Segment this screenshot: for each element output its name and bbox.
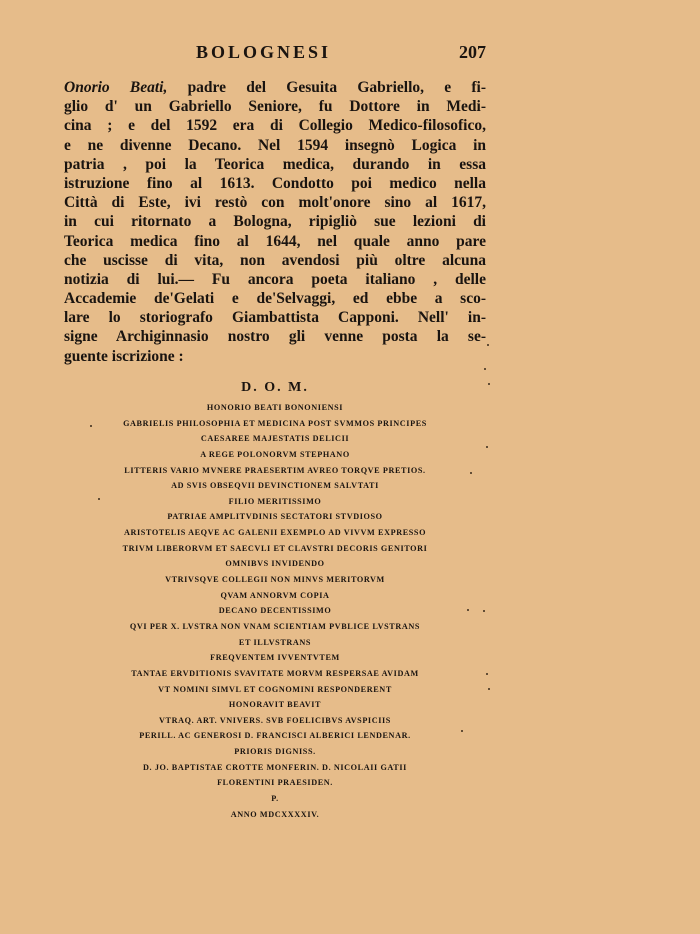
inscription-line: LITTERIS VARIO MVNERE PRAESERTIM AVREO TORQVE PRETIOS.: [124, 465, 426, 475]
inscription-line: FILIO MERITISSIMO: [228, 496, 322, 506]
page-number: 207: [459, 42, 486, 62]
inscription-line: FLORENTINI PRAESIDEN.: [217, 778, 333, 788]
inscription-line: PERILL. AC GENEROSI D. FRANCISCI ALBERICI LENDENAR.: [139, 731, 411, 741]
scan-speck: [461, 730, 463, 732]
body-line: signe Archiginnasio nostro gli venne posta la se-: [64, 328, 486, 346]
inscription-line: PATRIAE AMPLITVDINIS SECTATORI STVDIOSO: [167, 512, 383, 522]
inscription-line: A REGE POLONORVM STEPHANO: [200, 449, 350, 459]
body-line: [64, 78, 486, 97]
inscription-line: TANTAE ERVDITIONIS SVAVITATE MORVM RESPERSAE AVIDAM: [131, 668, 419, 678]
running-title: BOLOGNESI: [196, 42, 332, 62]
scan-speck: [90, 425, 92, 427]
scan-speck: [488, 688, 490, 690]
inscription-line: D. JO. BAPTISTAE CROTTE MONFERIN. D. NICOLAII GATII: [143, 762, 407, 772]
body-line: istruzione fino al 1613. Condotto poi medico nella: [64, 174, 486, 192]
inscription-line: AD SVIS OBSEQVII DEVINCTIONEM SALVTATI: [171, 481, 379, 491]
scan-speck: [483, 610, 485, 612]
scan-speck: [488, 383, 490, 385]
inscription-line: QVAM ANNORVM COPIA: [220, 590, 330, 600]
inscription-line: DECANO DECENTISSIMO: [218, 606, 332, 616]
inscription: [64, 376, 486, 822]
scan-speck: [467, 609, 469, 611]
inscription-heading: D. O. M.: [241, 380, 309, 395]
scan-speck: [486, 673, 488, 675]
running-head: [64, 42, 486, 68]
body-line: patria , poi la Teorica medica, durando in essa: [64, 155, 486, 173]
scan-speck: [486, 446, 488, 448]
body-line: notizia di lui.— Fu ancora poeta italiano , delle: [64, 270, 486, 288]
inscription-line: PRIORIS DIGNISS.: [234, 747, 316, 757]
body-line: e ne divenne Decano. Nel 1594 insegnò Logica in: [64, 136, 486, 154]
inscription-line: ARISTOTELIS AEQVE AC GALENII EXEMPLO AD VIVVM EXPRESSO: [123, 528, 427, 538]
inscription-line: HONORAVIT BEAVIT: [228, 700, 322, 710]
inscription-line: OMNIBVS INVIDENDO: [225, 559, 325, 569]
body-line: Teorica medica fino al 1644, nel quale anno pare: [64, 232, 486, 250]
scan-speck: [487, 344, 489, 346]
body-paragraph: [64, 78, 486, 366]
inscription-line: P.: [271, 794, 279, 804]
inscription-line: ET ILLVSTRANS: [238, 637, 312, 647]
body-line: glio d' un Gabriello Seniore, fu Dottore in Medi-: [64, 98, 486, 116]
body-line: in cui ritornato a Bologna, ripigliò sue lezioni di: [64, 213, 486, 231]
scan-speck: [98, 498, 100, 500]
scan-speck: [470, 472, 472, 474]
inscription-line: GABRIELIS PHILOSOPHIA ET MEDICINA POST SVMMOS PRINCIPES: [123, 418, 427, 428]
inscription-line: FREQVENTEM IVVENTVTEM: [210, 653, 340, 663]
body-line: guente iscrizione :: [64, 347, 184, 365]
inscription-line: HONORIO BEATI BONONIENSI: [206, 403, 344, 412]
inscription-line: TRIVM LIBERORVM ET SAECVLI ET CLAVSTRI DECORIS GENITORI: [122, 543, 428, 553]
body-line: lare lo storiografo Giambattista Capponi. Nell' in-: [64, 309, 486, 327]
inscription-line: ANNO MDCXXXXIV.: [230, 809, 320, 819]
body-line: cina ; e del 1592 era di Collegio Medico-filosofico,: [64, 117, 486, 135]
body-line: che uscisse di vita, non avendosi più oltre alcuna: [64, 251, 486, 269]
body-line: Accademie de'Gelati e de'Selvaggi, ed ebbe a sco-: [64, 290, 486, 308]
inscription-line: VT NOMINI SIMVL ET COGNOMINI RESPONDERENT: [158, 684, 392, 694]
scan-speck: [484, 368, 486, 370]
inscription-line: VTRIVSQVE COLLEGII NON MINVS MERITORVM: [165, 575, 385, 585]
lead-name: Onorio Beati,: [64, 79, 168, 96]
body-line-text: padre del Gesuita Gabriello, e fi-: [167, 79, 487, 96]
inscription-line: CAESAREE MAJESTATIS DELICII: [200, 434, 350, 444]
body-line: Città di Este, ivi restò con molt'onore sino al 1617,: [64, 194, 486, 212]
inscription-line: QVI PER X. LVSTRA NON VNAM SCIENTIAM PVBLICE LVSTRANS: [129, 621, 421, 631]
inscription-line: VTRAQ. ART. VNIVERS. SVB FOELICIBVS AVSPICIIS: [159, 715, 391, 725]
